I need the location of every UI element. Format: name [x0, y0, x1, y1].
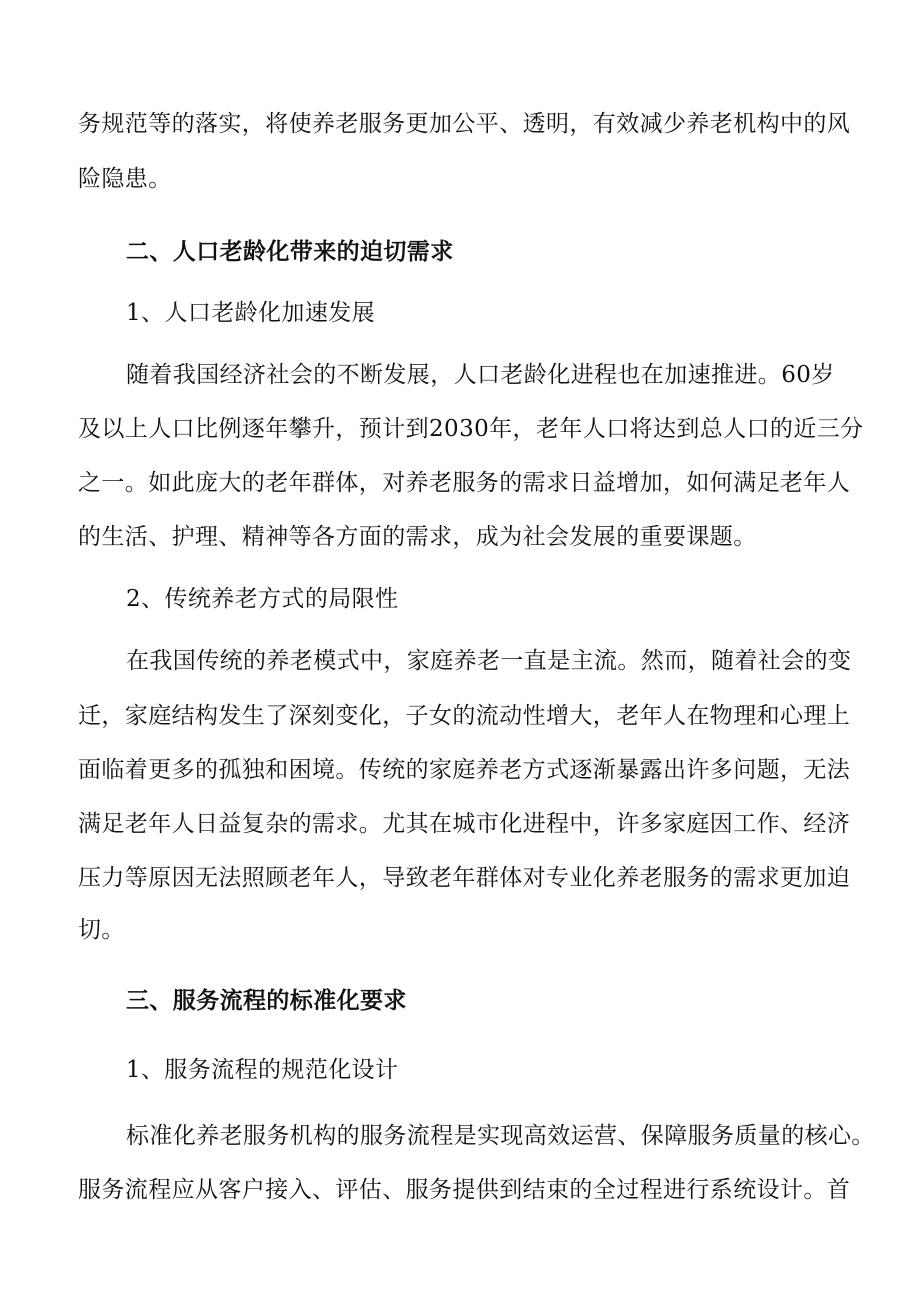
paragraph-line: 满足老年人日益复杂的需求。尤其在城市化进程中，许多家庭因工作、经济 — [78, 811, 851, 837]
paragraph-line: 在我国传统的养老模式中，家庭养老一直是主流。然而，随着社会的变 — [126, 648, 852, 674]
paragraph-line: 险隐患。 — [78, 166, 172, 192]
paragraph-line: 面临着更多的孤独和困境。传统的家庭养老方式逐渐暴露出许多问题，无法 — [78, 757, 851, 783]
paragraph-line: 之一。如此庞大的老年群体，对养老服务的需求日益增加，如何满足老年人 — [78, 470, 851, 496]
section-heading: 二、人口老龄化带来的迫切需求 — [126, 239, 454, 265]
subsection-title: 2、传统养老方式的局限性 — [126, 586, 399, 612]
section-heading: 三、服务流程的标准化要求 — [126, 988, 407, 1014]
paragraph-line: 压力等原因无法照顾老年人，导致老年群体对专业化养老服务的需求更加迫 — [78, 865, 851, 891]
paragraph-line: 随着我国经济社会的不断发展，人口老龄化进程也在加速推进。60岁 — [126, 362, 835, 388]
paragraph-line: 的生活、护理、精神等各方面的需求，成为社会发展的重要课题。 — [78, 524, 757, 550]
paragraph-line: 切。 — [78, 917, 125, 943]
paragraph-line: 迁，家庭结构发生了深刻变化，子女的流动性增大，老年人在物理和心理上 — [78, 703, 851, 729]
paragraph-line: 服务流程应从客户接入、评估、服务提供到结束的全过程进行系统设计。首 — [78, 1177, 851, 1203]
subsection-title: 1、服务流程的规范化设计 — [126, 1057, 399, 1083]
paragraph-line: 务规范等的落实，将使养老服务更加公平、透明，有效减少养老机构中的风 — [78, 111, 851, 137]
paragraph-line: 及以上人口比例逐年攀升，预计到2030年，老年人口将达到总人口的近三分 — [78, 416, 864, 442]
paragraph-line: 标准化养老服务机构的服务流程是实现高效运营、保障服务质量的核心。 — [126, 1123, 875, 1149]
subsection-title: 1、人口老龄化加速发展 — [126, 300, 376, 326]
